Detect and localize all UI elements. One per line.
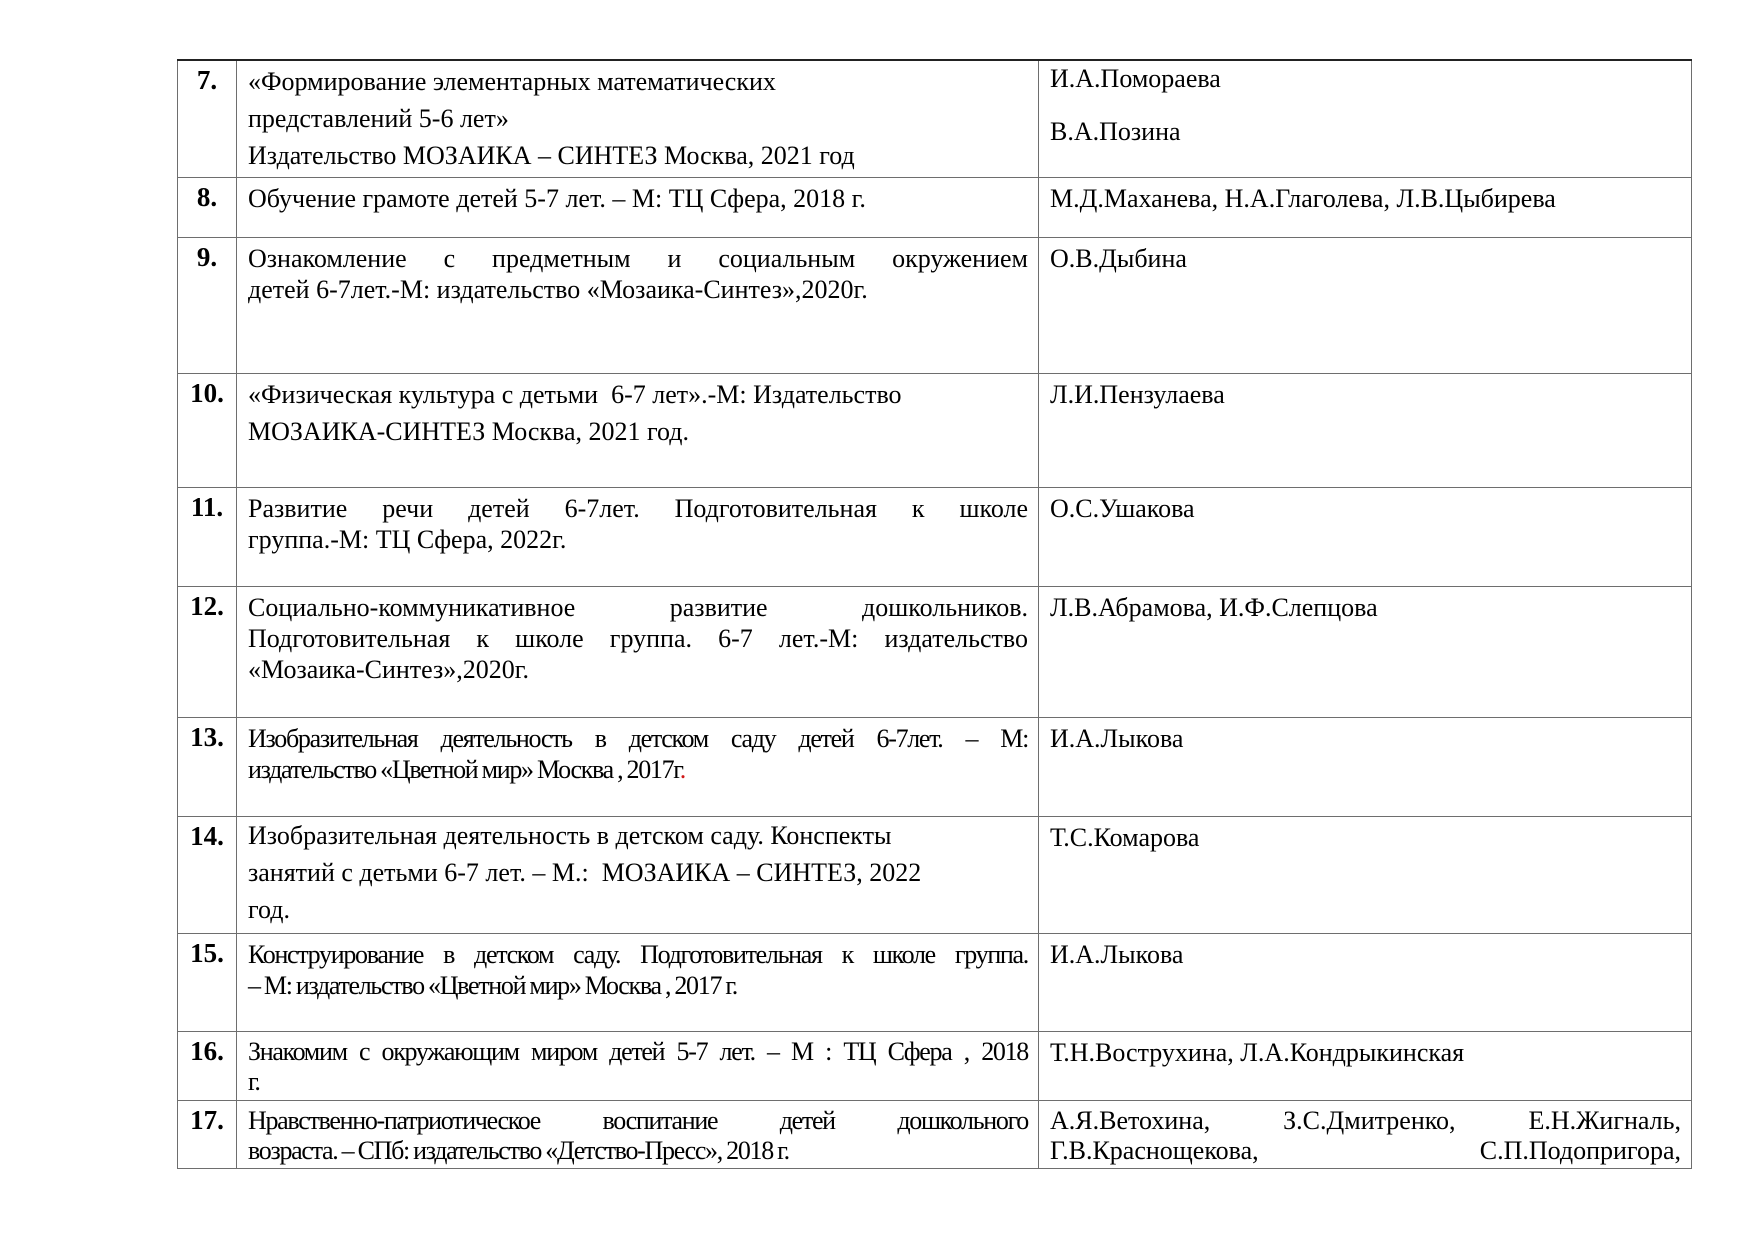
title-line: детей 6-7лет.-М: издательство «Мозаика-Синтез»,2020г. (248, 274, 868, 304)
literature-table (177, 59, 1692, 1169)
author-line: Г.В.Краснощекова, С.П.Подопригора, (1050, 1135, 1681, 1165)
title-line: Изобразительная деятельность в детском саду детей 6-7лет. – М: (248, 723, 1028, 753)
table-row (178, 717, 1692, 816)
title-line: группа.-М: ТЦ Сфера, 2022г. (248, 524, 567, 554)
title-line: Знакомим с окружающим миром детей 5-7 лет. – М : ТЦ Сфера , 2018 (248, 1036, 1028, 1066)
book-title (237, 60, 1039, 177)
row-number: 8. (178, 177, 237, 237)
book-authors (1039, 237, 1692, 373)
author-line: А.Я.Ветохина, З.С.Дмитренко, Е.Н.Жигналь, (1050, 1105, 1681, 1135)
book-authors (1039, 177, 1692, 237)
row-number: 11. (178, 487, 237, 586)
book-authors (1039, 933, 1692, 1031)
title-line: Ознакомление с предметным и социальным окружением (248, 243, 1028, 273)
title-line-text: издательство «Цветной мир» Москва , 2017г (248, 754, 680, 784)
title-line: Обучение грамоте детей 5-7 лет. – М: ТЦ Сфера, 2018 г. (248, 183, 866, 213)
book-authors (1039, 1031, 1692, 1100)
book-title (237, 933, 1039, 1031)
author-line: М.Д.Маханева, Н.А.Глаголева, Л.В.Цыбирева (1050, 183, 1556, 213)
table-row (178, 1100, 1692, 1168)
book-title (237, 717, 1039, 816)
author-line: Т.С.Комарова (1050, 822, 1200, 852)
row-number: 7. (178, 60, 237, 177)
title-line: МОЗАИКА-СИНТЕЗ Москва, 2021 год. (248, 416, 690, 446)
book-title (237, 586, 1039, 717)
author-line: О.С.Ушакова (1050, 493, 1195, 523)
row-number: 16. (178, 1031, 237, 1100)
row-number: 10. (178, 373, 237, 487)
row-number: 17. (178, 1100, 237, 1168)
title-line: возраста. – СПб: издательство «Детство-Пресс», 2018 г. (248, 1135, 789, 1165)
title-line: Издательство МОЗАИКА – СИНТЕЗ Москва, 2021 год (248, 141, 855, 170)
table-row (178, 60, 1692, 177)
author-line: Л.И.Пензулаева (1050, 379, 1225, 409)
title-line: Нравственно-патриотическое воспитание детей дошкольного (248, 1105, 1028, 1135)
table-row (178, 816, 1692, 933)
row-number: 15. (178, 933, 237, 1031)
book-authors (1039, 60, 1692, 177)
book-title (237, 816, 1039, 933)
book-authors (1039, 717, 1692, 816)
title-line: Подготовительная к школе группа. 6-7 лет.-М: издательство (248, 623, 1028, 653)
author-line: Л.В.Абрамова, И.Ф.Слепцова (1050, 592, 1378, 622)
title-line: год. (248, 894, 290, 924)
row-number: 9. (178, 237, 237, 373)
title-line: – М: издательство «Цветной мир» Москва , 2017 г. (248, 970, 737, 1000)
table-row (178, 586, 1692, 717)
table-row (178, 177, 1692, 237)
author-line: В.А.Позина (1050, 117, 1181, 146)
title-line: «Физическая культура с детьми 6-7 лет».-М: Издательство (248, 379, 902, 409)
table-row (178, 237, 1692, 373)
book-authors (1039, 487, 1692, 586)
red-period: . (679, 754, 685, 784)
title-line: «Мозаика-Синтез»,2020г. (248, 654, 530, 684)
title-line: представлений 5-6 лет» (248, 104, 509, 133)
book-title (237, 1100, 1039, 1168)
row-number: 12. (178, 586, 237, 717)
book-title (237, 487, 1039, 586)
row-number: 13. (178, 717, 237, 816)
book-authors (1039, 816, 1692, 933)
table-row (178, 933, 1692, 1031)
title-line: Конструирование в детском саду. Подготовительная к школе группа. (248, 939, 1028, 969)
author-line: И.А.Лыкова (1050, 939, 1184, 969)
title-line: «Формирование элементарных математических (248, 67, 776, 96)
book-authors (1039, 1100, 1692, 1168)
author-line: О.В.Дыбина (1050, 243, 1187, 273)
title-line: г. (248, 1066, 260, 1096)
book-title (237, 373, 1039, 487)
author-line: И.А.Лыкова (1050, 723, 1184, 753)
table-row (178, 373, 1692, 487)
title-line: Развитие речи детей 6-7лет. Подготовительная к школе (248, 493, 1028, 523)
author-line: И.А.Помораева (1050, 64, 1221, 93)
title-line: Изобразительная деятельность в детском саду. Конспекты (248, 820, 892, 850)
book-title (237, 177, 1039, 237)
title-line: Социально-коммуникативное развитие дошкольников. (248, 592, 1028, 622)
author-line: Т.Н.Вострухина, Л.А.Кондрыкинская (1050, 1037, 1465, 1067)
row-number: 14. (178, 816, 237, 933)
book-authors (1039, 586, 1692, 717)
book-title (237, 1031, 1039, 1100)
title-line: занятий с детьми 6-7 лет. – М.: МОЗАИКА – СИНТЕЗ, 2022 (248, 857, 922, 887)
table-row (178, 487, 1692, 586)
book-authors (1039, 373, 1692, 487)
title-line (248, 754, 1028, 785)
table-row (178, 1031, 1692, 1100)
book-title (237, 237, 1039, 373)
